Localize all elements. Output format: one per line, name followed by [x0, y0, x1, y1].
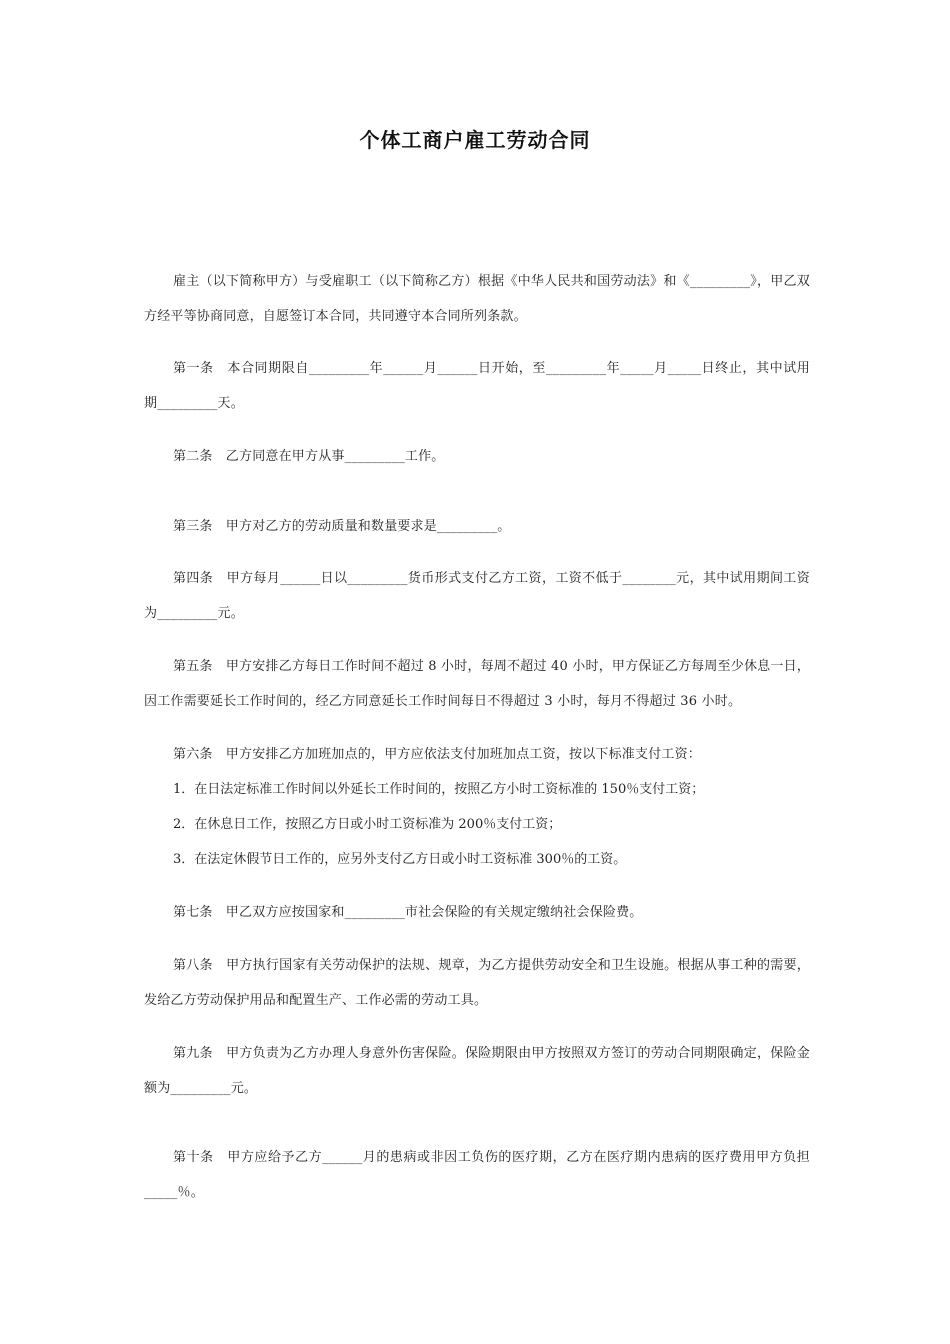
article-4: 第四条 甲方每月______日以_________货币形式支付乙方工资，工资不低于________元，其中试用期间工资为_________元。	[144, 571, 810, 621]
document-title: 个体工商户雇工劳动合同	[359, 128, 591, 152]
article-9: 第九条 甲方负责为乙方办理人身意外伤害保险。保险期限由甲方按照双方签订的劳动合同期限确定，保险金额为_________元。	[144, 1046, 810, 1096]
article-1: 第一条 本合同期限自_________年______月______日开始，至_________年_____月_____日终止，其中试用期_________天。	[144, 361, 810, 411]
article-2: 第二条 乙方同意在甲方从事_________工作。	[173, 449, 445, 464]
article-3: 第三条 甲方对乙方的劳动质量和数量要求是_________。	[173, 519, 511, 534]
article-5: 第五条 甲方安排乙方每日工作时间不超过 8 小时，每周不超过 40 小时，甲方保证乙方每周至少休息一日，因工作需要延长工作时间的，经乙方同意延长工作时间每日不得超过 3 小时，每月不得超过 36 小时。	[144, 659, 810, 709]
article-6-item: 2．在休息日工作，按照乙方日或小时工资标准为 200％支付工资；	[173, 817, 562, 832]
article-6-item: 3．在法定休假节日工作的，应另外支付乙方日或小时工资标准 300％的工资。	[173, 852, 627, 867]
article-6-item: 1．在日法定标准工作时间以外延长工作时间的，按照乙方小时工资标准的 150％支付工资；	[173, 782, 705, 797]
article-10: 第十条 甲方应给予乙方______月的患病或非因工负伤的医疗期，乙方在医疗期内患病的医疗费用甲方负担_____％。	[144, 1150, 810, 1200]
article-7: 第七条 甲乙双方应按国家和_________市社会保险的有关规定缴纳社会保险费。	[173, 905, 643, 920]
article-6: 第六条 甲方安排乙方加班加点的，甲方应依法支付加班加点工资，按以下标准支付工资：	[173, 747, 702, 762]
intro-paragraph: 雇主（以下简称甲方）与受雇职工（以下简称乙方）根据《中华人民共和国劳动法》和《_________》，甲乙双方经平等协商同意，自愿签订本合同，共同遵守本合同所列条款。	[144, 274, 810, 324]
article-8: 第八条 甲方执行国家有关劳动保护的法规、规章，为乙方提供劳动安全和卫生设施。根据从事工种的需要，发给乙方劳动保护用品和配置生产、工作必需的劳动工具。	[144, 958, 810, 1008]
